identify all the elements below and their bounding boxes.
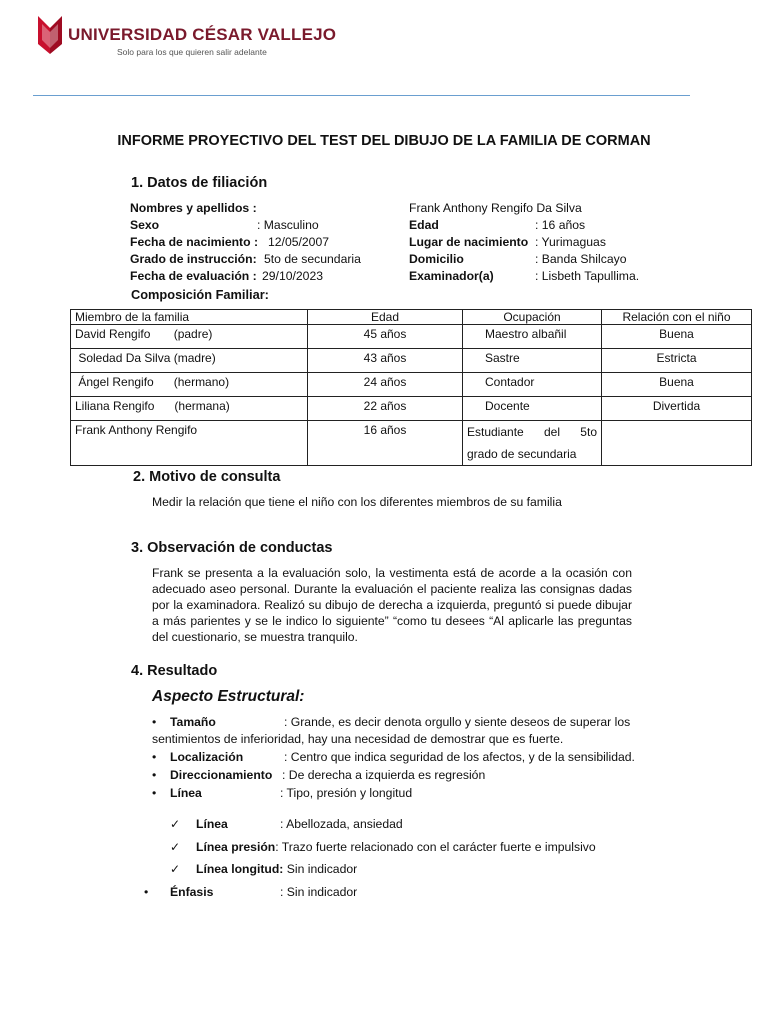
family-composition-table [70,309,752,466]
table-cell: 45 años [308,325,463,349]
value-domicilio: : Banda Shilcayo [535,252,627,266]
observacion-text: Frank se presenta a la evaluación solo, la vestimenta está de acorde a la ocasión con adecuado aseo personal. Durante la evaluación el paciente realiza las consignas dadas por la examinadora. Realizó su dibujo de derecha a izquierda, preguntó si puede dibujar a más parientes y se le indico lo siguiente” “como tu desees “Al aplicarle las preguntas del cuestionario, se muestra tranquilo. [152,566,632,644]
checkmark-icon: ✓ [170,840,181,854]
table-cell: Docente [463,397,602,421]
table-cell: 24 años [308,373,463,397]
column-header: Edad [308,310,463,325]
value-examinador: : Lisbeth Tapullima. [535,269,640,283]
list-item: • Localización : Centro que indica seguridad de los afectos, y de la sensibilidad. [152,750,635,764]
subheading-aspecto-estructural: Aspecto Estructural: [152,688,305,705]
label-examinador: Examinador(a) [409,269,494,283]
table-cell: Contador [463,373,602,397]
column-header: Ocupación [463,310,602,325]
bullet-icon: • [152,715,157,729]
column-header: Miembro de la familia [71,310,308,325]
university-logo-icon [36,14,64,58]
section-heading-motivo: 2. Motivo de consulta [133,469,281,485]
label-fecha-evaluacion: Fecha de evaluación : [130,269,257,283]
university-tagline: Solo para los que quieren salir adelante [117,47,267,57]
value-sexo: : Masculino [257,218,319,232]
table-cell: 43 años [308,349,463,373]
table-cell: Soledad Da Silva (madre) [71,349,308,373]
table-cell: Buena [602,325,752,349]
label-domicilio: Domicilio [409,252,464,266]
checkmark-icon: ✓ [170,862,181,876]
table-row [71,397,752,421]
label-lugar-nacimiento: Lugar de nacimiento [409,235,529,249]
table-cell: Estricta [602,349,752,373]
list-item-continuation: sentimientos de inferioridad, hay una necesidad de demostrar que es fuerte. [152,732,564,746]
section-heading-resultado: 4. Resultado [131,663,218,679]
value-grado: 5to de secundaria [264,252,361,266]
table-row [71,325,752,349]
table-header-row [71,310,752,325]
header-divider [33,95,690,96]
table-row [71,421,752,466]
label-sexo: Sexo [130,218,160,232]
bullet-icon: • [144,885,149,899]
checkmark-icon: ✓ [170,817,181,831]
bullet-icon: • [152,768,157,782]
value-lugar-nacimiento: : Yurimaguas [535,235,606,249]
table-row [71,349,752,373]
table-cell: 22 años [308,397,463,421]
list-item: • Tamaño : Grande, es decir denota orgullo y siente deseos de superar los [152,715,631,729]
table-cell: Divertida [602,397,752,421]
value-fecha-nacimiento: 12/05/2007 [268,235,329,249]
table-cell: 16 años [308,421,463,466]
section-heading-observacion: 3. Observación de conductas [131,540,333,556]
table-cell: Sastre [463,349,602,373]
label-nombres: Nombres y apellidos : [130,201,257,215]
table-cell: David Rengifo (padre) [71,325,308,349]
table-row [71,373,752,397]
list-item: • Énfasis : Sin indicador [144,885,358,899]
list-item: ✓ Línea presión: Trazo fuerte relacionado con el carácter fuerte e impulsivo [170,840,596,854]
value-fecha-evaluacion: 29/10/2023 [262,269,323,283]
table-cell [602,421,752,466]
list-item: • Línea : Tipo, presión y longitud [152,786,413,800]
value-nombres: Frank Anthony Rengifo Da Silva [409,201,582,215]
value-edad: : 16 años [535,218,586,232]
page-title: INFORME PROYECTIVO DEL TEST DEL DIBUJO DE LA FAMILIA DE CORMAN [117,133,651,149]
label-composicion-familiar: Composición Familiar: [131,287,269,302]
table-cell: Ángel Rengifo (hermano) [71,373,308,397]
list-item: • Direccionamiento : De derecha a izquierda es regresión [152,768,486,782]
table-cell: Liliana Rengifo (hermana) [71,397,308,421]
bullet-icon: • [152,786,157,800]
label-edad: Edad [409,218,439,232]
list-item: ✓ Línea longitud: Sin indicador [170,862,358,876]
table-cell: Maestro albañil [463,325,602,349]
university-name: UNIVERSIDAD CÉSAR VALLEJO [68,25,337,44]
label-fecha-nacimiento: Fecha de nacimiento : [130,235,258,249]
table-cell: Estudiante del 5to grado de secundaria [463,421,602,466]
list-item: ✓ Línea : Abellozada, ansiedad [170,817,403,831]
column-header: Relación con el niño [602,310,752,325]
motivo-text: Medir la relación que tiene el niño con los diferentes miembros de su familia [152,495,562,509]
table-cell: Buena [602,373,752,397]
section-heading-filiacion: 1. Datos de filiación [131,175,268,191]
bullet-icon: • [152,750,157,764]
table-cell: Frank Anthony Rengifo [71,421,308,466]
label-grado: Grado de instrucción: [130,252,257,266]
